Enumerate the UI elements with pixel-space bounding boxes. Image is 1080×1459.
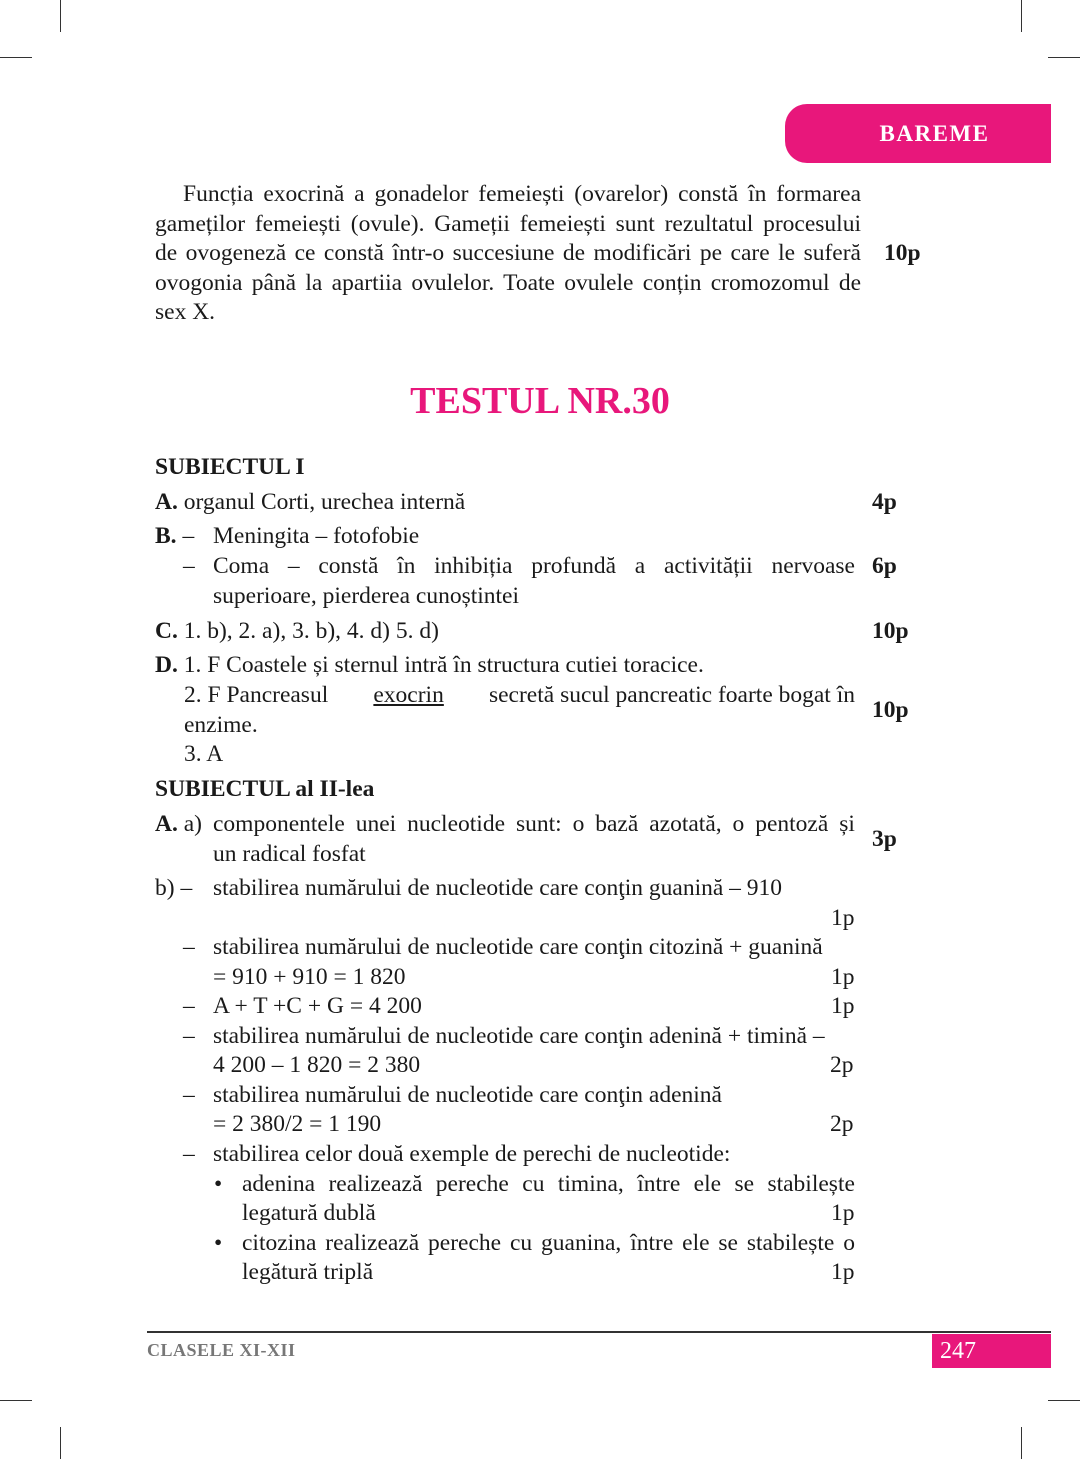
subject1-d-item2 xyxy=(184,681,855,711)
intro-paragraph: Funcția exocrină a gonadelor femeiești (ovarelor) constă în formarea gameților femeiești (ovule). Gameții femeiești sunt rezultatul procesului de ovogeneză ce constă într-o succesiune de modificări pe care le suferă ovogonia până la apartiia ovulelor. Toate ovulele conțin cromozomul de sex X. xyxy=(155,181,861,325)
bullet1-cont: legatură dublă xyxy=(242,1200,376,1226)
b-line4-points: 2p xyxy=(830,1052,854,1078)
word: cu xyxy=(522,1171,545,1197)
subject2-a xyxy=(155,810,202,840)
word: sunt: xyxy=(515,811,562,837)
b-line4-cont: 4 200 – 1 820 = 2 380 xyxy=(213,1052,421,1078)
subject1-a-points: 4p xyxy=(872,489,897,515)
word: timina, xyxy=(557,1171,624,1197)
b-line2-points: 1p xyxy=(831,964,855,990)
b-line5-points: 2p xyxy=(830,1111,854,1137)
word: ele xyxy=(682,1230,710,1256)
subject1-c xyxy=(155,617,439,647)
word: realizează xyxy=(328,1171,423,1197)
footer-rule xyxy=(147,1331,1051,1333)
word: o xyxy=(572,811,585,837)
word: pereche xyxy=(428,1230,502,1256)
word: inhibiția xyxy=(434,553,513,579)
item-text: organul Corti, urechea internă xyxy=(183,489,466,515)
bullet2-points: 1p xyxy=(831,1259,855,1285)
word: nervoase xyxy=(771,553,855,579)
word: bază xyxy=(595,811,639,837)
crop-mark xyxy=(1021,1427,1022,1459)
subject1-d-item2-cont: enzime. xyxy=(184,712,258,738)
footer-label: CLASELE XI-XII xyxy=(147,1340,296,1360)
b-line6: stabilirea celor două exemple de perechi de nucleotide: xyxy=(213,1141,731,1167)
subject1-d-item3: 3. A xyxy=(184,741,224,767)
word: azotată, xyxy=(649,811,722,837)
subject2-a-line1 xyxy=(213,810,855,840)
word: componentele xyxy=(213,811,345,837)
subject1-c-points: 10p xyxy=(872,618,909,644)
crop-mark xyxy=(60,1427,61,1459)
page-number: 247 xyxy=(932,1334,1051,1368)
subject2-b-label: b) – xyxy=(155,875,193,901)
word: Coma xyxy=(213,553,270,579)
word: și xyxy=(839,811,855,837)
word: ele xyxy=(693,1171,722,1197)
subject1-b-points: 6p xyxy=(872,553,897,579)
word: citozina xyxy=(242,1230,317,1256)
bullet2-cont: legătură triplă xyxy=(242,1259,374,1285)
crop-mark xyxy=(1048,57,1080,58)
word: între xyxy=(637,1171,681,1197)
word: activității xyxy=(663,553,753,579)
b-line3: A + T +C + G = 4 200 xyxy=(213,993,422,1019)
word: stabilește xyxy=(746,1230,835,1256)
bullet1-points: 1p xyxy=(831,1200,855,1226)
intro-points: 10p xyxy=(884,240,921,266)
subject1-b-line1: Meningita – fotofobie xyxy=(213,523,420,549)
subject1-d-points: 10p xyxy=(872,697,909,723)
word: adenina xyxy=(242,1171,316,1197)
bullet1-line xyxy=(242,1170,855,1200)
underlined-term: exocrin xyxy=(373,682,444,708)
word: o xyxy=(843,1230,855,1256)
subject2-a-points: 3p xyxy=(872,826,897,852)
b-line1-points: 1p xyxy=(831,905,855,931)
word: o xyxy=(732,811,745,837)
crop-mark xyxy=(1048,1400,1080,1401)
dash: – xyxy=(183,993,195,1019)
dash: – xyxy=(183,934,195,960)
item-text: 1. F Coastele și sternul intră în structura cutiei toracice. xyxy=(183,652,704,678)
word: nucleotide xyxy=(407,811,506,837)
word: constă xyxy=(318,553,379,579)
item-label: A. xyxy=(155,489,178,515)
bullet: • xyxy=(214,1230,223,1256)
word: stabilește xyxy=(767,1171,855,1197)
bullet: • xyxy=(214,1171,223,1197)
crop-mark xyxy=(1021,0,1022,32)
word: se xyxy=(734,1171,755,1197)
subject2-heading: SUBIECTUL al II-lea xyxy=(155,776,375,802)
subject1-heading: SUBIECTUL I xyxy=(155,454,305,480)
word: unei xyxy=(355,811,397,837)
word: cu xyxy=(509,1230,533,1256)
b-line3-points: 1p xyxy=(831,993,855,1019)
crop-mark xyxy=(0,57,32,58)
word: se xyxy=(718,1230,738,1256)
word: pereche xyxy=(435,1171,509,1197)
item-text: secretă sucul pancreatic foarte bogat în xyxy=(488,682,855,708)
item-label: D. xyxy=(155,652,178,678)
b-line5-cont: = 2 380/2 = 1 190 xyxy=(213,1111,382,1137)
b-line4: stabilirea numărului de nucleotide care conţin adenină + timină – xyxy=(213,1023,825,1049)
b-line2: stabilirea numărului de nucleotide care conţin citozină + guanină xyxy=(213,934,823,960)
subject1-b-line3: superioare, pierderea cunoștintei xyxy=(213,583,520,609)
section-tab: BAREME xyxy=(785,104,1051,163)
word: în xyxy=(397,553,416,579)
word: guanina, xyxy=(541,1230,622,1256)
b-line5: stabilirea numărului de nucleotide care conţin adenină xyxy=(213,1082,722,1108)
dash: – xyxy=(183,553,195,579)
word: a xyxy=(634,553,646,579)
word: între xyxy=(630,1230,674,1256)
crop-mark xyxy=(60,0,61,32)
word: pentoză xyxy=(755,811,829,837)
item-text: 1. b), 2. a), 3. b), 4. d) 5. d) xyxy=(183,618,439,644)
item-label: C. xyxy=(155,618,178,644)
word: profundă xyxy=(531,553,617,579)
subject1-a xyxy=(155,488,465,518)
item-label: A. xyxy=(155,811,178,837)
subject1-b xyxy=(155,522,194,552)
subject1-b-line2 xyxy=(213,552,855,582)
test-title: TESTUL NR.30 xyxy=(410,380,670,422)
bullet2-line xyxy=(242,1229,855,1259)
b-line1: stabilirea numărului de nucleotide care conţin guanină – 910 xyxy=(213,875,783,901)
item-label: B. xyxy=(155,523,177,549)
dash: – xyxy=(183,1141,195,1167)
item-text: 2. F Pancreasul xyxy=(184,682,329,708)
word: – xyxy=(287,553,300,579)
word: realizează xyxy=(325,1230,420,1256)
crop-mark xyxy=(0,1400,32,1401)
dash: – xyxy=(183,1082,195,1108)
sub-label: a) xyxy=(183,811,202,837)
subject2-a-line2: un radical fosfat xyxy=(213,841,366,867)
subject1-d xyxy=(155,651,704,681)
dash: – xyxy=(183,1023,195,1049)
dash: – xyxy=(182,523,195,549)
b-line2-cont: = 910 + 910 = 1 820 xyxy=(213,964,406,990)
